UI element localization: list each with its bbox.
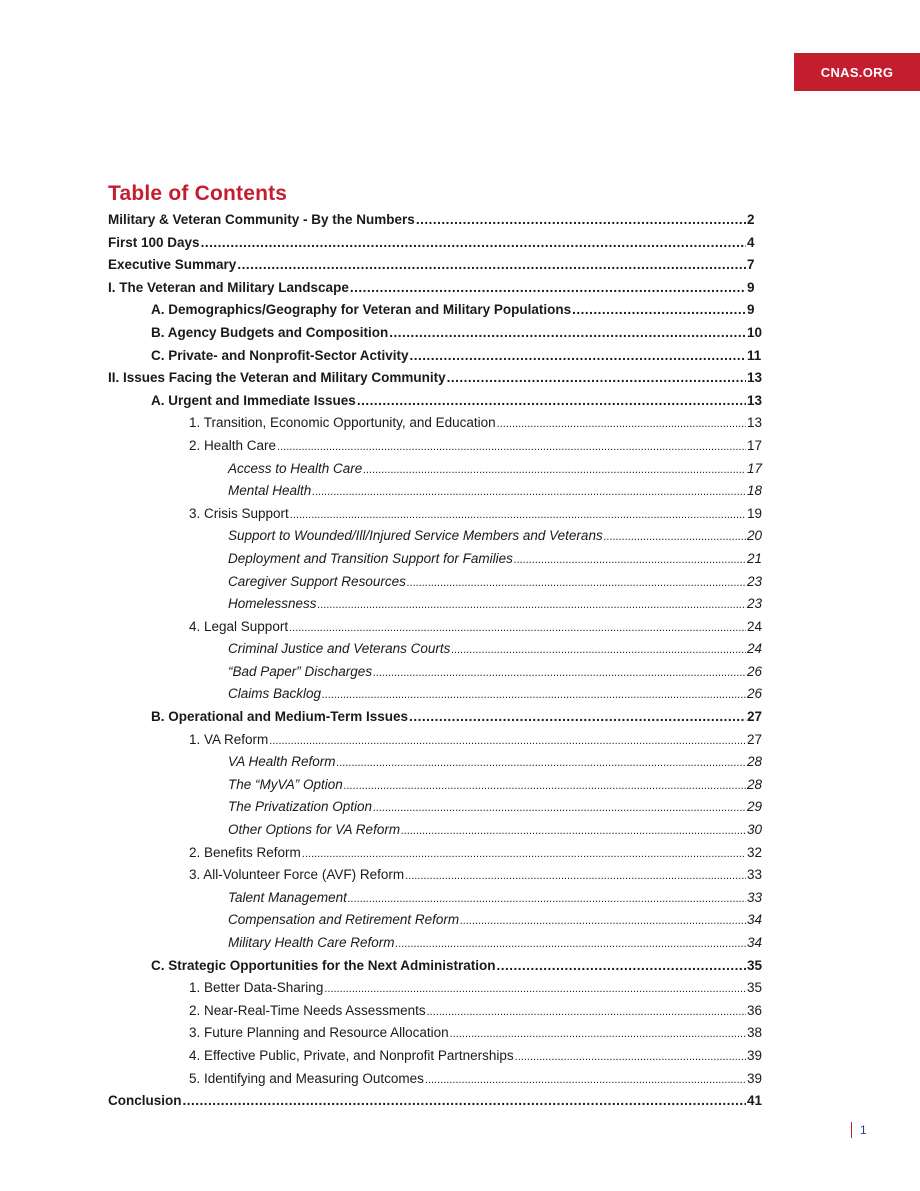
toc-entry-title: 3. Future Planning and Resource Allocation (189, 1025, 449, 1041)
toc-entry[interactable] (108, 955, 767, 978)
toc-entry-title: Support to Wounded/Ill/Injured Service Members and Veterans (228, 528, 603, 544)
toc-entry[interactable] (108, 299, 767, 322)
toc-entry-page: 27 (747, 731, 763, 747)
dot-leader (407, 571, 746, 595)
dot-leader (427, 1000, 746, 1024)
dot-leader (447, 367, 746, 390)
dot-leader (348, 887, 746, 911)
dot-leader (497, 955, 746, 978)
toc-entry-title: 4. Legal Support (189, 618, 289, 634)
dot-leader (409, 706, 746, 729)
toc-entry-page: 33 (747, 889, 763, 905)
dot-leader (389, 322, 746, 345)
dot-leader (460, 909, 746, 933)
dot-leader (357, 390, 746, 413)
toc-entry[interactable] (108, 842, 767, 865)
toc-entry-page: 39 (747, 1070, 763, 1086)
toc-entry-page: 13 (747, 392, 763, 408)
dot-leader (350, 277, 746, 300)
dot-leader (425, 1068, 746, 1092)
dot-leader (337, 751, 746, 775)
dot-leader (515, 1045, 746, 1069)
dot-leader (290, 503, 746, 527)
toc-entry-page: 9 (747, 302, 755, 318)
toc-entry-title: I. The Veteran and Military Landscape (108, 279, 349, 295)
toc-entry-page: 21 (747, 550, 763, 566)
toc-entry-title: 3. Crisis Support (189, 505, 289, 521)
toc-entry-page: 28 (747, 754, 763, 770)
toc-entry-page: 13 (747, 370, 763, 386)
toc-entry-title: Compensation and Retirement Reform (228, 912, 460, 928)
toc-entry-title: 1. VA Reform (189, 731, 269, 747)
toc-entry[interactable] (108, 277, 767, 300)
toc-entry[interactable] (108, 751, 767, 774)
toc-entry[interactable] (108, 864, 767, 887)
toc-entry[interactable] (108, 232, 767, 255)
toc-entry[interactable] (108, 209, 767, 232)
toc-entry-page: 7 (747, 257, 755, 273)
toc-entry[interactable] (108, 254, 767, 277)
toc-entry-title: “Bad Paper” Discharges (228, 663, 373, 679)
toc-entry-page: 26 (747, 663, 763, 679)
toc-entry-title: VA Health Reform (228, 754, 336, 770)
toc-entry-page: 39 (747, 1047, 763, 1063)
toc-entry-title: Claims Backlog (228, 686, 322, 702)
toc-entry[interactable] (108, 887, 767, 910)
toc-entry-page: 10 (747, 324, 763, 340)
toc-entry[interactable] (108, 412, 767, 435)
toc-entry-title: Military & Veteran Community - By the Numbers (108, 212, 415, 227)
toc-entry[interactable] (108, 661, 767, 684)
toc-entry-page: 34 (747, 935, 763, 950)
toc-entry[interactable] (108, 1068, 767, 1091)
toc-entry-title: 2. Near-Real-Time Needs Assessments (189, 1002, 426, 1018)
toc-entry-page: 4 (747, 234, 755, 250)
dot-leader (322, 683, 746, 707)
toc-entry[interactable] (108, 480, 767, 503)
toc-entry[interactable] (108, 367, 767, 390)
toc-entry-page: 35 (747, 980, 763, 996)
dot-leader (289, 616, 746, 640)
toc-entry-title: II. Issues Facing the Veteran and Military Community (108, 370, 446, 386)
toc-entry-page: 41 (747, 1093, 763, 1109)
dot-leader (277, 435, 746, 459)
toc-entry-title: The Privatization Option (228, 799, 373, 815)
toc-entry[interactable] (108, 458, 767, 481)
toc-entry-title: Homelessness (228, 596, 317, 612)
toc-entry[interactable] (108, 390, 767, 413)
toc-entry[interactable] (108, 638, 767, 661)
toc-entry-title: 4. Effective Public, Private, and Nonprofit Partnerships (189, 1047, 514, 1063)
page-number: 1 (851, 1122, 867, 1138)
toc-entry[interactable] (108, 774, 767, 797)
toc-entry-page: 23 (747, 573, 763, 589)
toc-entry[interactable] (108, 548, 767, 571)
toc-entry-title: The “MyVA” Option (228, 776, 343, 792)
toc-entry-page: 36 (747, 1002, 763, 1018)
toc-entry[interactable] (108, 1045, 767, 1068)
toc-entry-title: 1. Transition, Economic Opportunity, and Education (189, 415, 496, 431)
toc-entry-title: C. Private- and Nonprofit-Sector Activity (151, 347, 409, 363)
dot-leader (302, 842, 746, 866)
toc-entry[interactable] (108, 977, 767, 1000)
dot-leader (373, 661, 746, 685)
toc-entry-page: 28 (747, 776, 763, 792)
dot-leader (318, 593, 746, 617)
toc-entry-title: B. Operational and Medium-Term Issues (151, 709, 409, 725)
toc-entry-title: 2. Health Care (189, 437, 277, 453)
toc-entry[interactable] (108, 1000, 767, 1023)
toc-entry-title: Caregiver Support Resources (228, 573, 406, 589)
toc-entry-page: 35 (747, 957, 763, 973)
toc-entry[interactable] (108, 1022, 767, 1045)
toc-entry-page: 17 (747, 460, 763, 476)
toc-entry-page: 20 (747, 528, 763, 544)
toc-entry-page: 30 (747, 822, 763, 838)
dot-leader (344, 774, 746, 798)
toc-entry-page: 32 (747, 844, 763, 860)
site-tag[interactable]: CNAS.ORG (794, 53, 920, 91)
toc-entry-page: 18 (747, 483, 763, 499)
toc-entry-title: Mental Health (228, 483, 312, 499)
toc-entry-title: 3. All-Volunteer Force (AVF) Reform (189, 867, 405, 883)
toc-entry[interactable] (108, 683, 767, 706)
toc-entry-page: 17 (747, 437, 763, 453)
dot-leader (405, 864, 746, 888)
dot-leader (396, 932, 746, 956)
toc-entry-title: First 100 Days (108, 234, 200, 250)
toc-entry-title: Deployment and Transition Support for Families (228, 550, 513, 566)
dot-leader (269, 729, 746, 753)
dot-leader (401, 819, 746, 843)
dot-leader (324, 977, 746, 1001)
toc-entry-title: Military Health Care Reform (228, 935, 395, 950)
toc-entry-title: Other Options for VA Reform (228, 822, 401, 838)
toc-entry-page: 38 (747, 1025, 763, 1041)
toc-entry-page: 27 (747, 709, 763, 725)
toc-entry[interactable] (108, 345, 767, 368)
toc-entry[interactable] (108, 1090, 767, 1113)
dot-leader (416, 209, 746, 232)
dot-leader (604, 525, 746, 549)
dot-leader (514, 548, 746, 572)
toc-entry-title: 2. Benefits Reform (189, 844, 301, 860)
toc-entry[interactable] (108, 909, 767, 932)
toc-entry-title: 5. Identifying and Measuring Outcomes (189, 1070, 424, 1086)
dot-leader (312, 480, 746, 504)
toc-entry-title: A. Demographics/Geography for Veteran and Military Populations (151, 302, 572, 318)
toc-entry[interactable] (108, 932, 767, 955)
toc-entry-title: Conclusion (108, 1093, 182, 1109)
toc-entry[interactable] (108, 593, 767, 616)
toc-entry[interactable] (108, 616, 767, 639)
toc-entry-page: 34 (747, 912, 763, 928)
dot-leader (451, 638, 746, 662)
toc-entry[interactable] (108, 503, 767, 526)
dot-leader (237, 254, 746, 277)
toc-entry-title: Criminal Justice and Veterans Courts (228, 641, 451, 657)
dot-leader (410, 345, 746, 368)
toc-entry-title: A. Urgent and Immediate Issues (151, 392, 356, 408)
toc-entry[interactable] (108, 796, 767, 819)
toc-entry[interactable] (108, 322, 767, 345)
toc-entry[interactable] (108, 819, 767, 842)
toc-entry-title: 1. Better Data-Sharing (189, 980, 324, 996)
toc-entry[interactable] (108, 435, 767, 458)
toc-entry-title: B. Agency Budgets and Composition (151, 324, 389, 340)
toc-entry-page: 24 (747, 618, 763, 634)
toc-entry-page: 33 (747, 867, 763, 883)
toc-entry[interactable] (108, 571, 767, 594)
table-of-contents (108, 209, 767, 1113)
toc-entry-page: 9 (747, 279, 755, 295)
dot-leader (497, 412, 746, 436)
toc-entry-page: 23 (747, 596, 763, 612)
dot-leader (572, 299, 746, 322)
toc-entry-title: C. Strategic Opportunities for the Next Administration (151, 957, 496, 973)
toc-title: Table of Contents (108, 182, 288, 205)
dot-leader (363, 458, 746, 482)
toc-entry-title: Access to Health Care (228, 460, 363, 476)
dot-leader (183, 1090, 747, 1113)
toc-entry-title: Talent Management (228, 889, 347, 905)
toc-entry-page: 13 (747, 415, 763, 431)
toc-entry-page: 29 (747, 799, 763, 815)
toc-entry-page: 26 (747, 686, 763, 702)
toc-entry[interactable] (108, 706, 767, 729)
dot-leader (201, 232, 746, 255)
toc-entry-page: 24 (747, 641, 763, 657)
toc-entry-page: 2 (747, 212, 755, 227)
toc-entry-title: Executive Summary (108, 257, 237, 273)
toc-entry-page: 11 (747, 347, 762, 363)
dot-leader (373, 796, 746, 820)
toc-entry-page: 19 (747, 505, 763, 521)
dot-leader (450, 1022, 746, 1046)
toc-entry[interactable] (108, 729, 767, 752)
toc-entry[interactable] (108, 525, 767, 548)
